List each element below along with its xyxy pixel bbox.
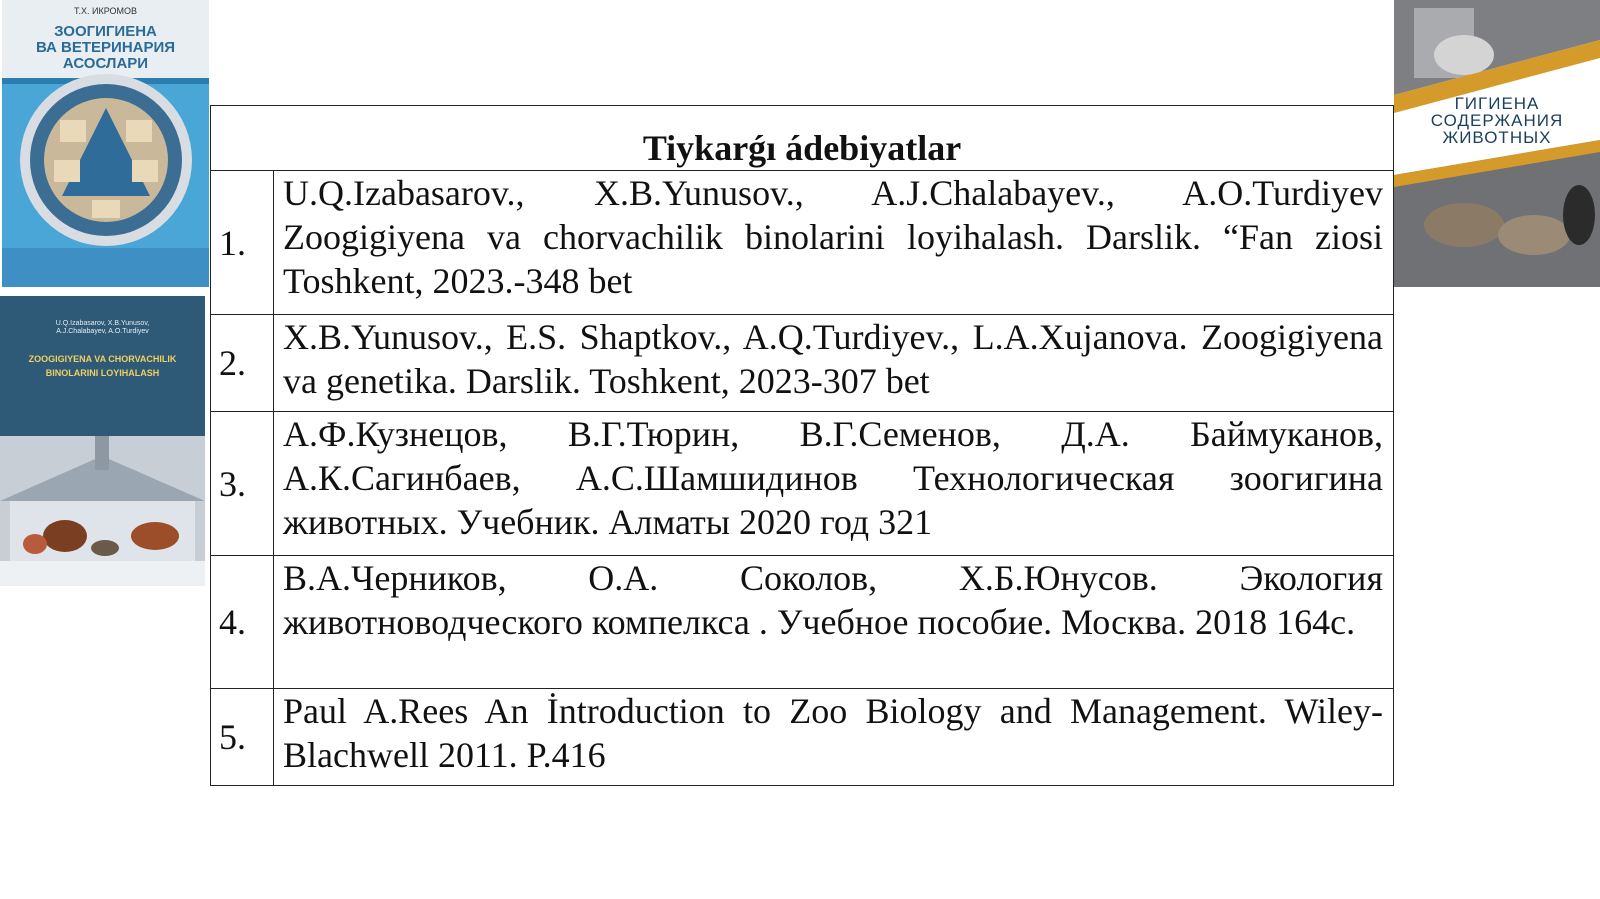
row-number: 4.	[211, 556, 274, 689]
book-2-title-line: ZOOGIGIYENA VA CHORVACHILIK	[28, 354, 177, 364]
book-1-title-line: ВА ВЕТЕРИНАРИЯ	[35, 39, 176, 56]
book-cover-chorvachilik-binolari	[0, 296, 205, 586]
reference-text: Paul A.Rees An İntroduction to Zoo Biology and Management. Wiley-Blachwell 2011. P.416	[274, 689, 1394, 786]
reference-text: U.Q.Izabasarov., X.B.Yunusov., A.J.Chalabayev., A.O.Turdiyev Zoogigiyena va chorvachilik binolarini loyihalash. Darslik. “Fan ziosi Toshkent, 2023.-348 bet	[274, 171, 1394, 315]
book-2-title-line: BINOLARINI LOYIHALASH	[45, 368, 160, 378]
book-1-title	[2, 24, 209, 72]
references-table	[210, 105, 1394, 786]
row-number: 5.	[211, 689, 274, 786]
table-title: Tiykarǵı ádebiyatlar	[211, 106, 1394, 171]
table-row	[211, 689, 1394, 786]
reference-text: А.Ф.Кузнецов, В.Г.Тюрин, В.Г.Семенов, Д.А. Баймуканов, А.К.Сагинбаев, А.С.Шамшидинов Технологическая зоогигина животных. Учебник. Алматы 2020 год 321	[274, 412, 1394, 556]
book-3-title	[1394, 95, 1600, 146]
reference-text: В.А.Черников, О.А. Соколов, Х.Б.Юнусов. Экология животноводческого компелкса . Учебное пособие. Москва. 2018 164с.	[274, 556, 1394, 689]
table-header-row	[211, 106, 1394, 171]
book-2-author-line: U.Q.Izabasarov, X.B.Yunusov,	[55, 320, 150, 327]
book-3-title-line: СОДЕРЖАНИЯ	[1430, 111, 1564, 130]
table-row	[211, 412, 1394, 556]
table-row	[211, 315, 1394, 412]
book-2-author-line: A.J.Chalabayev, A.O.Turdiyev	[56, 328, 149, 335]
reference-text: X.B.Yunusov., E.S. Shaptkov., A.Q.Turdiyev., L.A.Xujanova. Zoogigiyena va genetika. Darslik. Toshkent, 2023-307 bet	[274, 315, 1394, 412]
book-cover-zoogigiena-asoslari	[2, 0, 209, 287]
book-3-title-line: ЖИВОТНЫХ	[1442, 128, 1552, 147]
book-3-title-line: ГИГИЕНА	[1454, 94, 1540, 113]
book-2-authors	[0, 320, 205, 336]
table-row	[211, 171, 1394, 315]
row-number: 2.	[211, 315, 274, 412]
book-1-title-line: АСОСЛАРИ	[62, 55, 149, 72]
book-cover-2-art	[0, 296, 205, 586]
book-2-title	[0, 352, 205, 380]
row-number: 3.	[211, 412, 274, 556]
row-number: 1.	[211, 171, 274, 315]
table-row	[211, 556, 1394, 689]
book-1-title-line: ЗООГИГИЕНА	[54, 23, 157, 40]
book-1-author: Т.Х. ИКРОМОВ	[73, 6, 138, 16]
book-cover-gigiena-soderzhaniya	[1394, 0, 1600, 287]
